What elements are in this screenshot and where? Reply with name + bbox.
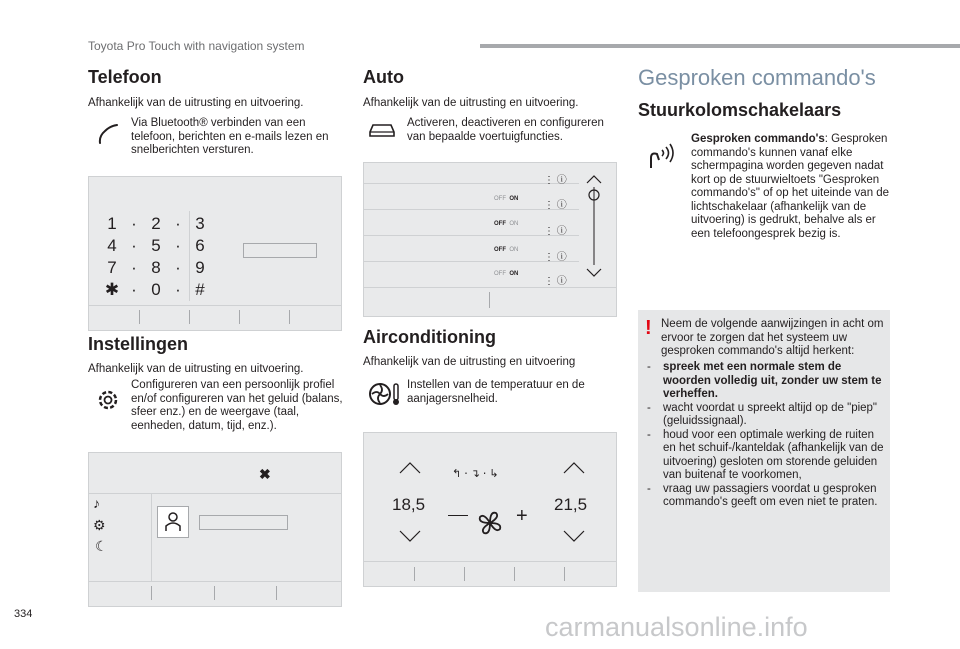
key-8: 8: [151, 258, 161, 277]
key-sep: ·: [131, 236, 137, 255]
list-item: [647, 429, 885, 483]
list-item-text: houd voor een optimale werking de ruiten en het schuif-/kanteldak (afhankelijk van de uitvoering) gesloten om storende geluiden van buitenaf te voorkomen,: [663, 428, 884, 481]
key-4: 4: [107, 236, 117, 255]
key-sep: ·: [175, 258, 181, 277]
warning-icon: !: [645, 317, 652, 339]
bar-tick: [189, 310, 190, 324]
list-dash: -: [647, 361, 651, 373]
key-2: 2: [151, 214, 161, 233]
voice-intro-bold: Gesproken commando's: [691, 133, 825, 145]
key-sep: ·: [175, 236, 181, 255]
temp-left-up-icon: [398, 461, 422, 480]
profile-icon: [157, 506, 189, 538]
settings-screen: [88, 452, 342, 607]
car-icon: [367, 119, 397, 144]
temp-right: 21,5: [554, 495, 588, 514]
watermark: carmanualsonline.info: [545, 612, 808, 642]
airco-availability: Afhankelijk van de uitrusting en uitvoering: [363, 356, 576, 368]
key-6: 6: [195, 236, 205, 255]
temp-left: 18,5: [392, 495, 426, 514]
close-icon: ✖: [259, 466, 271, 482]
scrollbar: [582, 173, 606, 284]
key-3: 3: [195, 214, 205, 233]
list-dash: -: [647, 428, 651, 441]
bar-tick: [276, 586, 277, 600]
key-sep: ·: [175, 214, 181, 233]
section-title-telefoon: Telefoon: [88, 67, 162, 87]
auto-desc: Activeren, deactiveren en configureren van bepaalde voertuigfuncties.: [407, 117, 604, 143]
climate-screen: [363, 432, 617, 587]
section-title-airco: Airconditioning: [363, 327, 496, 347]
section-title-auto: Auto: [363, 67, 404, 87]
gear-icon: [95, 387, 121, 418]
instellingen-desc: Configureren van een persoonlijk profiel en/of configureren van het geluid (balans, sfeer enz.) en de weergave (taal, eenheden, datum, tijd, enz.).: [131, 379, 343, 432]
key-star: ✱: [104, 280, 120, 299]
number-display: [243, 243, 317, 258]
telefoon-desc: Via Bluetooth® verbinden van een telefoon, berichten en e-mails lezen en snelberichten versturen.: [131, 117, 329, 156]
section-title-voice: Gesproken commando's: [638, 65, 876, 90]
toggle-switch: OFF ON: [494, 271, 519, 277]
bar-tick: [289, 310, 290, 324]
note-list: [647, 361, 885, 510]
bar-tick: [564, 567, 565, 581]
list-dash: -: [647, 401, 651, 414]
key-sep: ·: [131, 258, 137, 277]
airco-desc: Instellen van de temperatuur en de aanjagersnelheid.: [407, 379, 585, 405]
note-intro: Neem de volgende aanwijzingen in acht om ervoor te zorgen dat het systeem uw gesproken commando's altijd herkent:: [661, 318, 884, 357]
profile-settings-icon: ⚙: [93, 517, 106, 533]
toggle-switch: OFF ON: [494, 221, 519, 227]
key-hash: #: [195, 280, 205, 299]
key-0: 0: [151, 280, 161, 299]
info-icon: ⋮ ⓘ: [544, 200, 567, 211]
list-item-text: spreek met een normale stem de woorden volledig uit, zonder uw stem te verheffen.: [663, 361, 882, 400]
vehicle-functions-screen: [363, 162, 617, 317]
key-7: 7: [107, 258, 117, 277]
bar-tick: [151, 586, 152, 600]
bar-tick: [139, 310, 140, 324]
audio-icon: ♪: [93, 495, 100, 511]
fan-icon: [476, 509, 504, 542]
list-item: [647, 361, 885, 402]
voice-command-icon: [645, 140, 677, 175]
bar-tick: [514, 567, 515, 581]
key-sep: ·: [175, 280, 181, 299]
key-5: 5: [151, 236, 161, 255]
instellingen-availability: Afhankelijk van de uitrusting en uitvoering.: [88, 363, 304, 375]
list-item-text: wacht voordat u spreekt altijd op de "piep" (geluidssignaal).: [663, 401, 878, 427]
air-distribution-icons: ↰⋅↴⋅↳: [452, 468, 502, 480]
phone-keypad-screen: [88, 176, 342, 331]
subtitle-steering-switches: Stuurkolomschakelaars: [638, 100, 842, 120]
info-icon: ⋮ ⓘ: [544, 175, 567, 186]
voice-intro: [691, 133, 891, 241]
key-sep: ·: [131, 214, 137, 233]
auto-availability: Afhankelijk van de uitrusting en uitvoering.: [363, 97, 579, 109]
fan-plus-icon: +: [516, 505, 528, 527]
keypad-row: [101, 280, 211, 300]
keypad-row: [101, 236, 211, 256]
keypad-divider: [189, 211, 190, 301]
climate-icon: [368, 381, 402, 412]
list-dash: -: [647, 482, 651, 495]
bar-tick: [414, 567, 415, 581]
moon-icon: ☾: [95, 538, 108, 554]
phone-icon: [96, 122, 120, 151]
keypad-row: [101, 214, 211, 234]
bar-tick: [489, 292, 490, 308]
list-item: [647, 402, 885, 429]
bar-tick: [239, 310, 240, 324]
keypad-row: [101, 258, 211, 278]
bar-divider: [364, 561, 616, 562]
list-item: [647, 483, 885, 510]
info-icon: ⋮ ⓘ: [544, 252, 567, 263]
temp-right-down-icon: [562, 529, 586, 548]
bar-tick: [464, 567, 465, 581]
voice-intro-text: : Gesproken commando's kunnen vanaf elke schermpagina worden gegeven nadat kort op de stuurwieltoets "Gesproken commando's" of op het uiteinde van de lichtschakelaar (afhankelijk van de uitvoering) is gedrukt, behalve als er een telefoongesprek bezig is.: [691, 133, 890, 240]
bar-divider: [89, 581, 341, 582]
bar-tick: [214, 586, 215, 600]
list-item-text: vraag uw passagiers voordat u gesproken commando's geeft om even niet te praten.: [663, 482, 878, 508]
bar-divider: [89, 305, 341, 306]
profile-name-field: [199, 515, 288, 530]
toggle-switch: OFF ON: [494, 247, 519, 253]
telefoon-availability: Afhankelijk van de uitrusting en uitvoering.: [88, 97, 304, 109]
toggle-switch: OFF ON: [494, 196, 519, 202]
header-divider: [480, 44, 960, 48]
note-box: [638, 310, 890, 592]
column-divider: [151, 493, 152, 581]
page-number: 334: [14, 608, 33, 620]
info-icon: ⋮ ⓘ: [544, 276, 567, 287]
row-divider: [89, 493, 341, 494]
fan-minus-icon: [448, 515, 468, 516]
temp-left-down-icon: [398, 529, 422, 548]
section-title-instellingen: Instellingen: [88, 334, 189, 354]
row-divider: [364, 287, 616, 288]
info-icon: ⋮ ⓘ: [544, 226, 567, 237]
running-header: Toyota Pro Touch with navigation system: [88, 39, 305, 53]
key-sep: ·: [131, 280, 137, 299]
temp-right-up-icon: [562, 461, 586, 480]
key-1: 1: [107, 214, 117, 233]
key-9: 9: [195, 258, 205, 277]
